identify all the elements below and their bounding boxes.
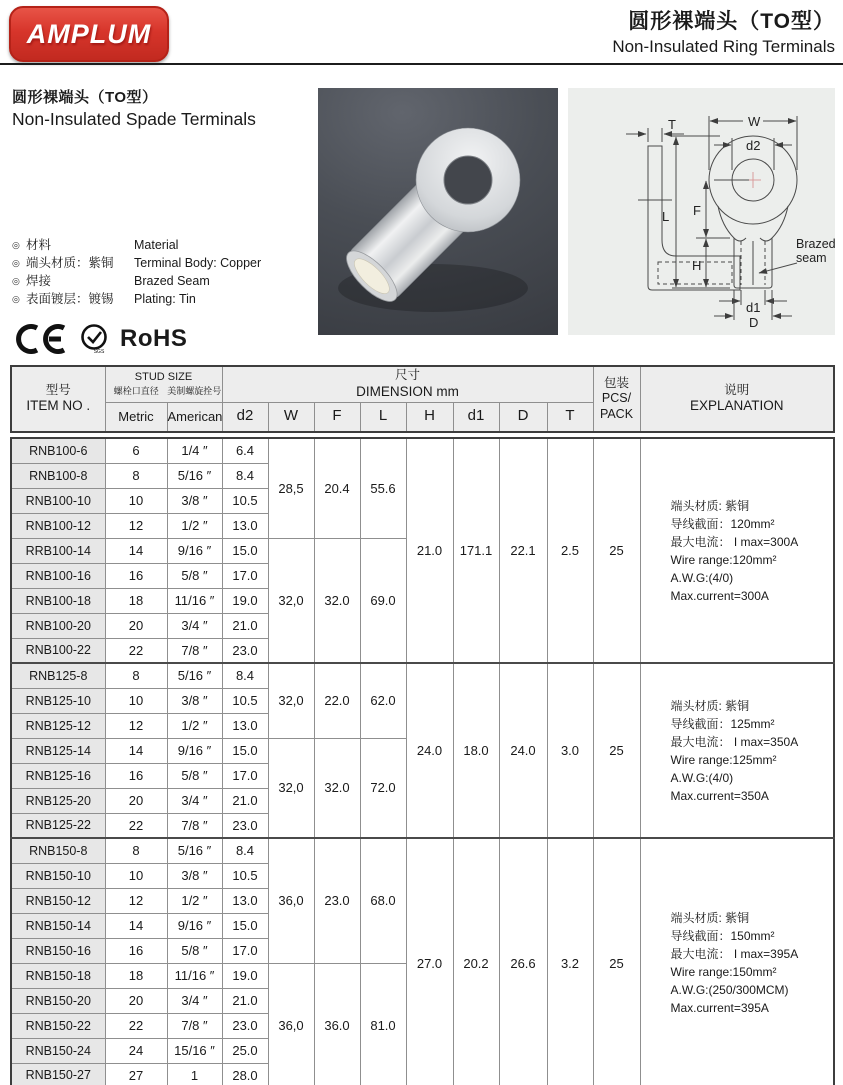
pack-en-1: PCS/: [601, 391, 632, 406]
value-cell: 12: [105, 513, 167, 538]
item-no-cell: RNB150-27: [11, 1063, 105, 1085]
bullet-icon: ◎: [12, 240, 20, 250]
section-title-en: Non-Insulated Spade Terminals: [12, 109, 256, 129]
value-cell: 24.0: [406, 663, 453, 838]
value-cell: 17.0: [222, 763, 268, 788]
value-cell: 8.4: [222, 463, 268, 488]
dim-label-W: W: [748, 114, 761, 129]
brazed-seam-label-1: Brazed: [796, 237, 835, 251]
sgs-cert-icon: [77, 322, 111, 356]
item-no-cell: RNB125-8: [11, 663, 105, 688]
explanation-line: 端头材质: 紫铜: [670, 498, 750, 513]
value-cell: 16: [105, 763, 167, 788]
col-header-W: W: [268, 402, 314, 432]
item-no-cell: RNB150-24: [11, 1038, 105, 1063]
material-row: [12, 290, 312, 308]
explanation-line: A.W.G:(4/0): [670, 570, 734, 585]
col-header-L: L: [360, 402, 406, 432]
value-cell: 23.0: [222, 813, 268, 838]
value-cell: 11/16 ″: [167, 588, 222, 613]
stud-zh-metric: 螺栓口直径: [113, 386, 159, 396]
value-cell: 16: [105, 563, 167, 588]
value-cell: 3.0: [547, 663, 593, 838]
col-header-d2: d2: [222, 402, 268, 432]
value-cell: 9/16 ″: [167, 738, 222, 763]
value-cell: 21.0: [222, 988, 268, 1013]
value-cell: 20: [105, 788, 167, 813]
item-no-cell: RNB150-22: [11, 1013, 105, 1038]
value-cell: 1/2 ″: [167, 888, 222, 913]
value-cell: 8: [105, 463, 167, 488]
col-header-T: T: [547, 402, 593, 432]
value-cell: 24: [105, 1038, 167, 1063]
item-no-cell: RNB125-14: [11, 738, 105, 763]
ce-mark-icon: [12, 323, 68, 355]
pack-zh: 包装: [603, 375, 629, 390]
material-row: [12, 272, 312, 290]
dim-label-D: D: [749, 315, 759, 330]
value-cell: 21.0: [222, 788, 268, 813]
item-no-zh: 型号: [45, 382, 71, 397]
spec-table-header: [10, 365, 835, 433]
value-cell: 13.0: [222, 513, 268, 538]
value-cell: 171.1: [453, 438, 499, 663]
value-cell: 13.0: [222, 888, 268, 913]
bullet-icon: ◎: [12, 276, 20, 286]
material-row: [12, 236, 312, 254]
value-cell: 3/8 ″: [167, 688, 222, 713]
value-cell: 3/8 ″: [167, 488, 222, 513]
material-en: Brazed Seam: [134, 274, 210, 288]
item-no-cell: RNB100-20: [11, 613, 105, 638]
col-header-H: H: [406, 402, 453, 432]
value-cell: 20: [105, 613, 167, 638]
dimension-diagram: [568, 88, 835, 335]
explanation-line: Wire range:150mm²: [670, 965, 777, 979]
value-cell: 15.0: [222, 738, 268, 763]
item-no-cell: RNB150-16: [11, 938, 105, 963]
value-cell: 18: [105, 588, 167, 613]
value-cell: 32,0: [268, 663, 314, 738]
intro-section: [12, 86, 312, 356]
value-cell: 22: [105, 638, 167, 663]
value-cell: 7/8 ″: [167, 1013, 222, 1038]
table-row: [11, 663, 834, 688]
item-no-cell: RNB150-8: [11, 838, 105, 863]
value-cell: 5/16 ″: [167, 463, 222, 488]
explanation-line: A.W.G:(4/0): [670, 770, 734, 785]
value-cell: 17.0: [222, 938, 268, 963]
value-cell: 6: [105, 438, 167, 463]
explanation-cell: [640, 663, 834, 838]
col-header-pack: [593, 366, 640, 432]
rohs-label: RoHS: [120, 325, 188, 352]
item-no-cell: RNB100-6: [11, 438, 105, 463]
material-en: Plating: Tin: [134, 292, 196, 306]
item-no-cell: RNB150-20: [11, 988, 105, 1013]
value-cell: 15.0: [222, 913, 268, 938]
explanation-line: 最大电流： I max=350A: [670, 734, 799, 749]
explanation-cell: [640, 438, 834, 663]
value-cell: 32,0: [268, 538, 314, 663]
col-header-stud-size: [105, 366, 222, 402]
logo-text: AMPLUM: [26, 18, 152, 49]
item-no-cell: RNB150-12: [11, 888, 105, 913]
value-cell: 9/16 ″: [167, 913, 222, 938]
value-cell: 10.5: [222, 863, 268, 888]
material-en: Material: [134, 238, 179, 252]
value-cell: 68.0: [360, 838, 406, 963]
value-cell: 36,0: [268, 838, 314, 963]
col-header-dimension: [222, 366, 593, 402]
material-zh: 表面镀层：镀锡: [26, 292, 114, 306]
value-cell: 13.0: [222, 713, 268, 738]
explanation-line: Max.current=300A: [670, 588, 769, 603]
explanation-cell: [640, 838, 834, 1085]
explanation-line: 端头材质: 紫铜: [670, 698, 750, 713]
certifications: [12, 322, 312, 356]
value-cell: 3/4 ″: [167, 613, 222, 638]
value-cell: 18: [105, 963, 167, 988]
value-cell: 25: [593, 663, 640, 838]
value-cell: 26.6: [499, 838, 547, 1085]
value-cell: 18.0: [453, 663, 499, 838]
value-cell: 2.5: [547, 438, 593, 663]
value-cell: 8.4: [222, 663, 268, 688]
value-cell: 20: [105, 988, 167, 1013]
value-cell: 22.1: [499, 438, 547, 663]
explanation-zh: 说明: [724, 382, 750, 397]
value-cell: 25: [593, 438, 640, 663]
dim-label-d1: d1: [746, 300, 761, 315]
item-no-cell: RNB125-16: [11, 763, 105, 788]
bullet-icon: ◎: [12, 258, 20, 268]
value-cell: 3/8 ″: [167, 863, 222, 888]
value-cell: 16: [105, 938, 167, 963]
col-header-d1: d1: [453, 402, 499, 432]
material-zh: 端头材质：紫铜: [26, 256, 114, 270]
table-row: [11, 438, 834, 463]
value-cell: 14: [105, 538, 167, 563]
value-cell: 3.2: [547, 838, 593, 1085]
value-cell: 21.0: [406, 438, 453, 663]
dim-label-d2: d2: [746, 138, 761, 153]
col-header-F: F: [314, 402, 360, 432]
explanation-line: A.W.G:(250/300MCM): [670, 983, 789, 997]
item-no-cell: RNB100-10: [11, 488, 105, 513]
value-cell: 20.2: [453, 838, 499, 1085]
value-cell: 15.0: [222, 538, 268, 563]
value-cell: 32,0: [268, 738, 314, 838]
explanation-line: 导线截面：150mm²: [670, 929, 775, 943]
item-no-cell: RNB125-20: [11, 788, 105, 813]
value-cell: 8: [105, 838, 167, 863]
value-cell: 20.4: [314, 438, 360, 538]
value-cell: 17.0: [222, 563, 268, 588]
item-no-cell: RNB150-18: [11, 963, 105, 988]
explanation-line: Max.current=395A: [670, 1001, 769, 1015]
item-no-cell: RNB150-10: [11, 863, 105, 888]
value-cell: 3/4 ″: [167, 788, 222, 813]
table-row: [11, 838, 834, 863]
explanation-line: 最大电流： I max=395A: [670, 947, 799, 961]
explanation-line: 最大电流： I max=300A: [670, 534, 799, 549]
value-cell: 22.0: [314, 663, 360, 738]
value-cell: 15/16 ″: [167, 1038, 222, 1063]
value-cell: 1/4 ″: [167, 438, 222, 463]
brazed-seam-label-2: seam: [796, 251, 827, 265]
value-cell: 22: [105, 1013, 167, 1038]
item-no-cell: RNB150-14: [11, 913, 105, 938]
value-cell: 36.0: [314, 963, 360, 1085]
item-no-cell: RRB100-14: [11, 538, 105, 563]
dim-label-H: H: [692, 258, 702, 273]
page-title-en: Non-Insulated Ring Terminals: [612, 37, 835, 56]
value-cell: 7/8 ″: [167, 638, 222, 663]
dim-label-T: T: [668, 117, 676, 132]
col-header-item-no: [11, 366, 105, 432]
item-no-cell: RNB125-22: [11, 813, 105, 838]
item-no-en: ITEM NO .: [26, 398, 91, 414]
col-header-american: American: [167, 402, 222, 432]
value-cell: 5/16 ″: [167, 663, 222, 688]
value-cell: 1: [167, 1063, 222, 1085]
material-row: [12, 254, 312, 272]
value-cell: 22: [105, 813, 167, 838]
item-no-cell: RNB125-12: [11, 713, 105, 738]
value-cell: 19.0: [222, 963, 268, 988]
explanation-line: Wire range:120mm²: [670, 552, 777, 567]
value-cell: 10: [105, 863, 167, 888]
header-divider: [0, 63, 843, 65]
value-cell: 10.5: [222, 688, 268, 713]
value-cell: 9/16 ″: [167, 538, 222, 563]
value-cell: 14: [105, 738, 167, 763]
section-title-zh: 圆形裸端头（TO型）: [12, 89, 158, 106]
col-header-D: D: [499, 402, 547, 432]
value-cell: 14: [105, 913, 167, 938]
col-header-metric: Metric: [105, 402, 167, 432]
value-cell: 81.0: [360, 963, 406, 1085]
value-cell: 25.0: [222, 1038, 268, 1063]
stud-size-label: STUD SIZE: [134, 371, 193, 384]
value-cell: 55.6: [360, 438, 406, 538]
value-cell: 27: [105, 1063, 167, 1085]
product-photo: [318, 88, 558, 335]
dim-label-F: F: [693, 203, 701, 218]
pack-en-2: PACK: [599, 406, 634, 421]
explanation-line: Max.current=350A: [670, 788, 769, 803]
explanation-line: 导线截面：120mm²: [670, 516, 775, 531]
value-cell: 8.4: [222, 838, 268, 863]
dimension-en: DIMENSION mm: [356, 383, 459, 399]
dimension-zh: 尺寸: [394, 368, 420, 382]
page-title-zh: 圆形裸端头（TO型）: [628, 10, 835, 33]
value-cell: 69.0: [360, 538, 406, 663]
value-cell: 27.0: [406, 838, 453, 1085]
item-no-cell: RNB100-8: [11, 463, 105, 488]
value-cell: 1/2 ″: [167, 713, 222, 738]
item-no-cell: RNB125-10: [11, 688, 105, 713]
value-cell: 8: [105, 663, 167, 688]
value-cell: 23.0: [222, 638, 268, 663]
value-cell: 12: [105, 888, 167, 913]
svg-text:SGS: SGS: [93, 349, 105, 355]
value-cell: 5/16 ″: [167, 838, 222, 863]
stud-zh-american: 美制螺旋拴号: [167, 386, 222, 396]
explanation-en: EXPLANATION: [689, 398, 784, 414]
material-en: Terminal Body: Copper: [134, 256, 262, 270]
value-cell: 7/8 ″: [167, 813, 222, 838]
item-no-cell: RNB100-22: [11, 638, 105, 663]
value-cell: 72.0: [360, 738, 406, 838]
value-cell: 5/8 ″: [167, 938, 222, 963]
amplum-logo: [9, 6, 169, 62]
value-cell: 24.0: [499, 663, 547, 838]
value-cell: 10: [105, 688, 167, 713]
value-cell: 10.5: [222, 488, 268, 513]
material-list: [12, 236, 312, 308]
item-no-cell: RNB100-18: [11, 588, 105, 613]
value-cell: 6.4: [222, 438, 268, 463]
value-cell: 1/2 ″: [167, 513, 222, 538]
value-cell: 3/4 ″: [167, 988, 222, 1013]
material-zh: 焊接: [26, 274, 52, 288]
page-title: [612, 5, 835, 57]
dim-label-L: L: [662, 209, 670, 224]
value-cell: 11/16 ″: [167, 963, 222, 988]
value-cell: 28.0: [222, 1063, 268, 1085]
dimension-drawing: [568, 88, 835, 335]
item-no-cell: RNB100-16: [11, 563, 105, 588]
value-cell: 32.0: [314, 538, 360, 663]
value-cell: 62.0: [360, 663, 406, 738]
value-cell: 25: [593, 838, 640, 1085]
item-no-cell: RNB100-12: [11, 513, 105, 538]
explanation-line: Wire range:125mm²: [670, 752, 777, 767]
value-cell: 36,0: [268, 963, 314, 1085]
value-cell: 5/8 ″: [167, 763, 222, 788]
value-cell: 12: [105, 713, 167, 738]
bullet-icon: ◎: [12, 294, 20, 304]
col-header-explanation: [640, 366, 834, 432]
value-cell: 10: [105, 488, 167, 513]
value-cell: 28,5: [268, 438, 314, 538]
value-cell: 23.0: [222, 1013, 268, 1038]
value-cell: 32.0: [314, 738, 360, 838]
value-cell: 5/8 ″: [167, 563, 222, 588]
material-zh: 材料: [26, 238, 52, 252]
explanation-line: 端头材质: 紫铜: [670, 911, 750, 925]
value-cell: 23.0: [314, 838, 360, 963]
value-cell: 19.0: [222, 588, 268, 613]
ring-terminal-image: [318, 88, 558, 335]
value-cell: 21.0: [222, 613, 268, 638]
spec-table-body: [10, 437, 835, 1085]
explanation-line: 导线截面：125mm²: [670, 716, 775, 731]
